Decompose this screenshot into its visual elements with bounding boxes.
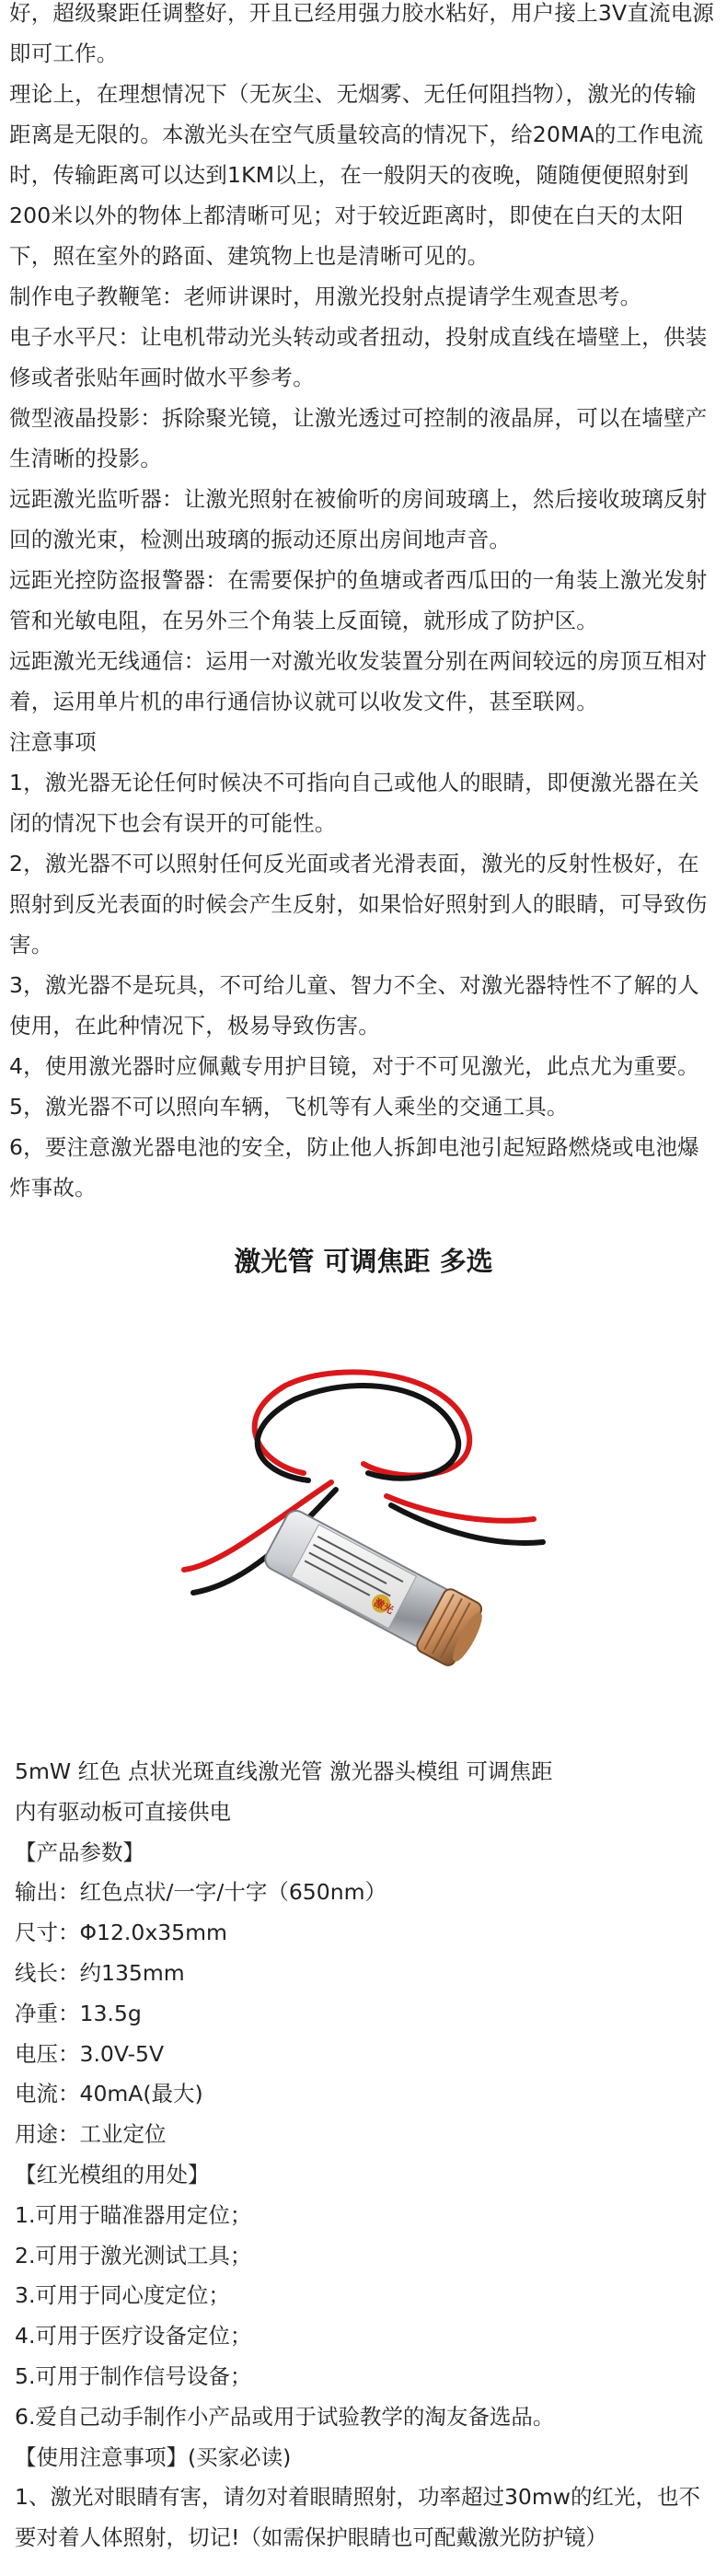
intro-text-block bbox=[0, 0, 727, 1208]
spec-line: 输出：红色点状/一字/十字（650nm） bbox=[15, 1879, 387, 1906]
intro-paragraph: 好，超级聚距任调整好，开且已经用强力胶水粘好，用户接上3V直流电源即可工作。 bbox=[9, 0, 715, 66]
intro-paragraph: 远距激光无线通信：运用一对激光收发装置分别在两间较远的房顶互相对着，运用单片机的串行通信协议就可以收发文件，甚至联网。 bbox=[9, 648, 708, 714]
intro-paragraph: 远距光控防盗报警器：在需要保护的鱼塘或者西瓜田的一角装上激光发射管和光敏电阻，在另外三个角装上反面镜，就形成了防护区。 bbox=[9, 567, 708, 633]
spec-line: 电流：40mA(最大) bbox=[15, 2081, 203, 2107]
note-item: 5，激光器不可以照向车辆，飞机等有人乘坐的交通工具。 bbox=[9, 1094, 569, 1120]
product-image bbox=[166, 1335, 561, 1694]
note-item: 2，激光器不可以照射任何反光面或者光滑表面，激光的反射性极好，在照射到反光表面的时候会产生反射，如果恰好照射到人的眼睛，可导致伤害。 bbox=[9, 851, 708, 957]
spec-heading: 【红光模组的用处】 bbox=[15, 2161, 210, 2187]
spec-line: 4.可用于医疗设备定位； bbox=[15, 2323, 252, 2350]
spec-line: 6.爱自己动手制作小产品或用于试验教学的淘友备选品。 bbox=[15, 2403, 555, 2430]
spec-line: 2.可用于激光测试工具； bbox=[15, 2242, 252, 2269]
spec-line: 尺寸：Φ12.0x35mm bbox=[15, 1920, 227, 1946]
note-item: 3，激光器不是玩具，不可给儿童、智力不全、对激光器特性不了解的人使用，在此种情况下，极易导致伤害。 bbox=[9, 972, 699, 1039]
spec-heading: 【使用注意事项】(买家必读) bbox=[15, 2443, 292, 2470]
spec-line: 5mW 红色 点状光斑直线激光管 激光器头模组 可调焦距 bbox=[15, 1758, 553, 1784]
note-item: 4，使用激光器时应佩戴专用护目镜，对于不可见激光，此点尤为重要。 bbox=[9, 1053, 699, 1079]
note-item: 6，要注意激光器电池的安全，防止他人拆卸电池引起短路燃烧或电池爆炸事故。 bbox=[9, 1134, 699, 1201]
spec-block bbox=[0, 1752, 727, 2559]
note-item: 1，激光器无论任何时候决不可指向自己或他人的眼睛，即便激光器在关闭的情况下也会有误开的可能性。 bbox=[9, 770, 699, 836]
spec-line: 电压：3.0V-5V bbox=[15, 2040, 165, 2067]
spec-line: 5.可用于制作信号设备； bbox=[15, 2362, 252, 2389]
intro-paragraph: 理论上，在理想情况下（无灰尘、无烟雾、无任何阻挡物），激光的传输距离是无限的。本激光头在空气质量较高的情况下，给20MA的工作电流时，传输距离可以达到1KM以上，在一般阴天的夜晚，随随便便照射到200米以外的物体上都清晰可见；对于较近距离时，即使在白天的太阳下，照在室外的路面、建筑物上也是清晰可见的。 bbox=[9, 81, 704, 269]
intro-paragraph: 制作电子教鞭笔：老师讲课时，用激光投射点提请学生观查思考。 bbox=[9, 284, 642, 309]
spec-line: 用途：工业定位 bbox=[15, 2121, 167, 2148]
spec-line: 内有驱动板可直接供电 bbox=[15, 1798, 231, 1825]
spec-line: 净重：13.5g bbox=[15, 2000, 142, 2026]
spec-warning: 1、激光对眼睛有害，请勿对着眼睛照射，功率超过30mw的红光，也不要对着人体照射，切记!（如需保护眼睛也可配戴激光防护镜） bbox=[15, 2484, 700, 2551]
laser-diode-module-icon bbox=[166, 1335, 561, 1694]
section-title: 激光管 可调焦距 多选 bbox=[234, 1246, 493, 1277]
svg-text:激光: 激光 bbox=[372, 1596, 396, 1617]
spec-line: 线长：约135mm bbox=[15, 1959, 185, 1986]
spec-line: 3.可用于同心度定位； bbox=[15, 2282, 230, 2309]
intro-paragraph: 远距激光监听器：让激光照射在被偷听的房间玻璃上，然后接收玻璃反射回的激光束，检测出玻璃的振动还原出房间地声音。 bbox=[9, 486, 708, 552]
notes-heading: 注意事项 bbox=[9, 729, 97, 755]
spec-line: 1.可用于瞄准器用定位； bbox=[15, 2201, 252, 2228]
intro-paragraph: 电子水平尺：让电机带动光头转动或者扭动，投射成直线在墙壁上，供装修或者张贴年画时做水平参考。 bbox=[9, 324, 708, 390]
spec-heading: 【产品参数】 bbox=[15, 1839, 144, 1865]
intro-paragraph: 微型液晶投影：拆除聚光镜，让激光透过可控制的液晶屏，可以在墙壁产生清晰的投影。 bbox=[9, 405, 708, 471]
